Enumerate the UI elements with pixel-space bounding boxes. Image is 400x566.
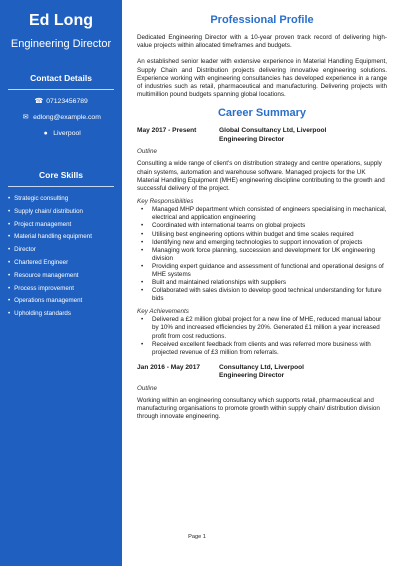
skill-item: [8, 272, 122, 279]
achievement-item-text: Received excellent feedback from clients and was referred more business with projected revenue of £3 million from referrals.: [152, 340, 371, 356]
skills-divider: [8, 186, 114, 187]
bullet-icon: •: [141, 222, 144, 230]
contact-phone: [0, 97, 122, 106]
skill-label: Director: [14, 246, 36, 254]
skill-item: [8, 297, 122, 304]
contact-location: [0, 129, 122, 138]
skill-label: Supply chain/ distribution: [14, 207, 83, 215]
bullet-icon: •: [141, 238, 144, 246]
bullet-icon: •: [141, 287, 144, 295]
contact-email[interactable]: [0, 113, 122, 122]
job-header: [137, 364, 387, 381]
job-company: Consultancy Ltd, Liverpool: [219, 363, 304, 371]
contact-details-heading: Contact Details: [30, 73, 92, 83]
skill-item: [8, 310, 122, 317]
responsibility-item-text: Utilising best engineering options within budget and time scales required: [152, 230, 354, 238]
skill-label: Operations management: [14, 297, 83, 305]
bullet-icon: •: [8, 258, 11, 266]
responsibilities-list: [137, 206, 387, 303]
skill-label: Process improvement: [14, 284, 75, 292]
skill-item: [8, 195, 122, 202]
bullet-icon: •: [8, 233, 11, 241]
skill-item: [8, 285, 122, 292]
job-org: [219, 127, 387, 144]
skill-label: Chartered Engineer: [14, 258, 69, 266]
achievement-item: [137, 316, 387, 340]
responsibility-item-text: Managing work force planning, succession and development for UK engineering division: [152, 246, 375, 262]
bullet-icon: •: [8, 297, 11, 305]
bullet-icon: •: [141, 206, 144, 214]
contact-divider: [8, 89, 114, 90]
responsibility-item: [137, 231, 387, 239]
responsibility-item: [137, 222, 387, 230]
job-company: Global Consultancy Ltd, Liverpool: [219, 127, 327, 135]
bullet-icon: •: [141, 246, 144, 254]
profile-paragraph-1: Dedicated Engineering Director with a 10-year proven track record of delivering high-value projects within allocated timeframes and budgets.: [137, 34, 387, 50]
responsibilities-label: Key Responsibilities: [137, 198, 194, 206]
bullet-icon: •: [141, 316, 144, 324]
responsibility-item-text: Providing expert guidance and assessment of functional and operational designs of MHE systems: [152, 262, 384, 278]
responsibility-item: [137, 239, 387, 247]
job-outline: Working within an engineering consultancy which supports retail, pharmaceutical and manufacturing organisations to promote growth within supply chain/ distribution division through innovate engineering.: [137, 396, 380, 421]
bullet-icon: •: [8, 246, 11, 254]
location-pin-icon: ●: [43, 130, 48, 137]
skill-label: Material handling equipment: [14, 233, 92, 241]
achievement-item: [137, 341, 387, 357]
responsibility-item: [137, 247, 387, 263]
achievement-item-text: Delivered a £2 million global project for a new line of MHE, reduced manual labour by 10% and increased efficiencies by 20%. Generated £1 million a year increased profit from cost reductions.: [152, 316, 382, 340]
skill-item: [8, 208, 122, 215]
responsibility-item-text: Identifying new and emerging technologies to support innovation of projects: [152, 238, 363, 246]
career-summary-heading: Career Summary: [217, 107, 307, 120]
responsibility-item-text: Built and maintained relationships with suppliers: [152, 279, 287, 287]
skill-label: Resource management: [14, 271, 79, 279]
outline-label: Outline: [137, 384, 157, 392]
professional-profile-heading: Professional Profile: [210, 14, 314, 26]
outline-label: Outline: [137, 148, 157, 156]
job-entry: [137, 127, 387, 356]
skill-item: [8, 259, 122, 266]
bullet-icon: •: [8, 207, 11, 215]
responsibility-item-text: Managed MHP department which consisted of engineers specialising in mechanical, electrical and application engineering: [152, 206, 387, 222]
responsibility-item-text: Collaborated with sales division to develop good technical understanding for future bids: [152, 287, 382, 303]
job-entry: [137, 364, 387, 422]
skill-item: [8, 233, 122, 240]
page-number: Page 1: [188, 534, 206, 540]
responsibility-item-text: Coordinated with international teams on global projects: [152, 222, 306, 230]
bullet-icon: •: [8, 310, 11, 318]
bullet-icon: •: [8, 271, 11, 279]
phone-icon: ☎: [34, 98, 43, 105]
core-skills-heading: Core Skills: [39, 170, 83, 180]
responsibility-item: [137, 263, 387, 279]
bullet-icon: •: [8, 284, 11, 292]
sidebar: [0, 0, 122, 566]
bullet-icon: •: [141, 230, 144, 238]
main-content: [137, 0, 387, 566]
skill-label: Strategic consulting: [14, 195, 69, 202]
job-title: Engineering Director: [219, 372, 285, 380]
responsibility-item: [137, 287, 387, 303]
job-header: [137, 127, 387, 144]
email-address[interactable]: edlong@example.com: [33, 114, 101, 121]
responsibility-item: [137, 206, 387, 222]
job-dates: May 2017 - Present: [137, 127, 197, 135]
job-org: [219, 364, 387, 381]
job-title: Engineering Director: [219, 135, 285, 143]
bullet-icon: •: [141, 340, 144, 348]
skills-list: [0, 195, 122, 317]
bullet-icon: •: [141, 279, 144, 287]
job-dates: Jan 2016 - May 2017: [137, 363, 201, 371]
skill-item: [8, 246, 122, 253]
profile-paragraph-2: An established senior leader with extensive experience in Material Handling Equipment, Supply Chain and Distribution projects delivering innovative engineering solutions. Experience working with engineering consultancies has developed experience in a range of industries such as retail, pharmaceutical and manufacturing. Delivering projects with multimillion pound budgets spanning global locations.: [137, 58, 387, 99]
responsibility-item: [137, 279, 387, 287]
bullet-icon: •: [8, 220, 11, 228]
bullet-icon: •: [8, 195, 11, 202]
skill-label: Project management: [14, 220, 72, 228]
location-text: Liverpool: [53, 130, 81, 137]
candidate-name: Ed Long: [29, 12, 93, 29]
achievements-label: Key Achievements: [137, 308, 189, 316]
job-outline: Consulting a wide range of client's on distribution strategy and centre operations, supply chain systems, automation and warehouse software. Managed projects for the UK Material Handling Equipment (MHE) engineering discipline contributing to the growth and successful delivery of the project.: [137, 160, 385, 193]
bullet-icon: •: [141, 262, 144, 270]
skill-item: [8, 221, 122, 228]
candidate-role: Engineering Director: [10, 38, 112, 50]
contact-list: [0, 97, 122, 138]
phone-number: 07123456789: [46, 98, 88, 105]
achievements-list: [137, 316, 387, 356]
skill-label: Upholding standards: [14, 310, 71, 318]
envelope-icon: ✉: [22, 114, 29, 121]
